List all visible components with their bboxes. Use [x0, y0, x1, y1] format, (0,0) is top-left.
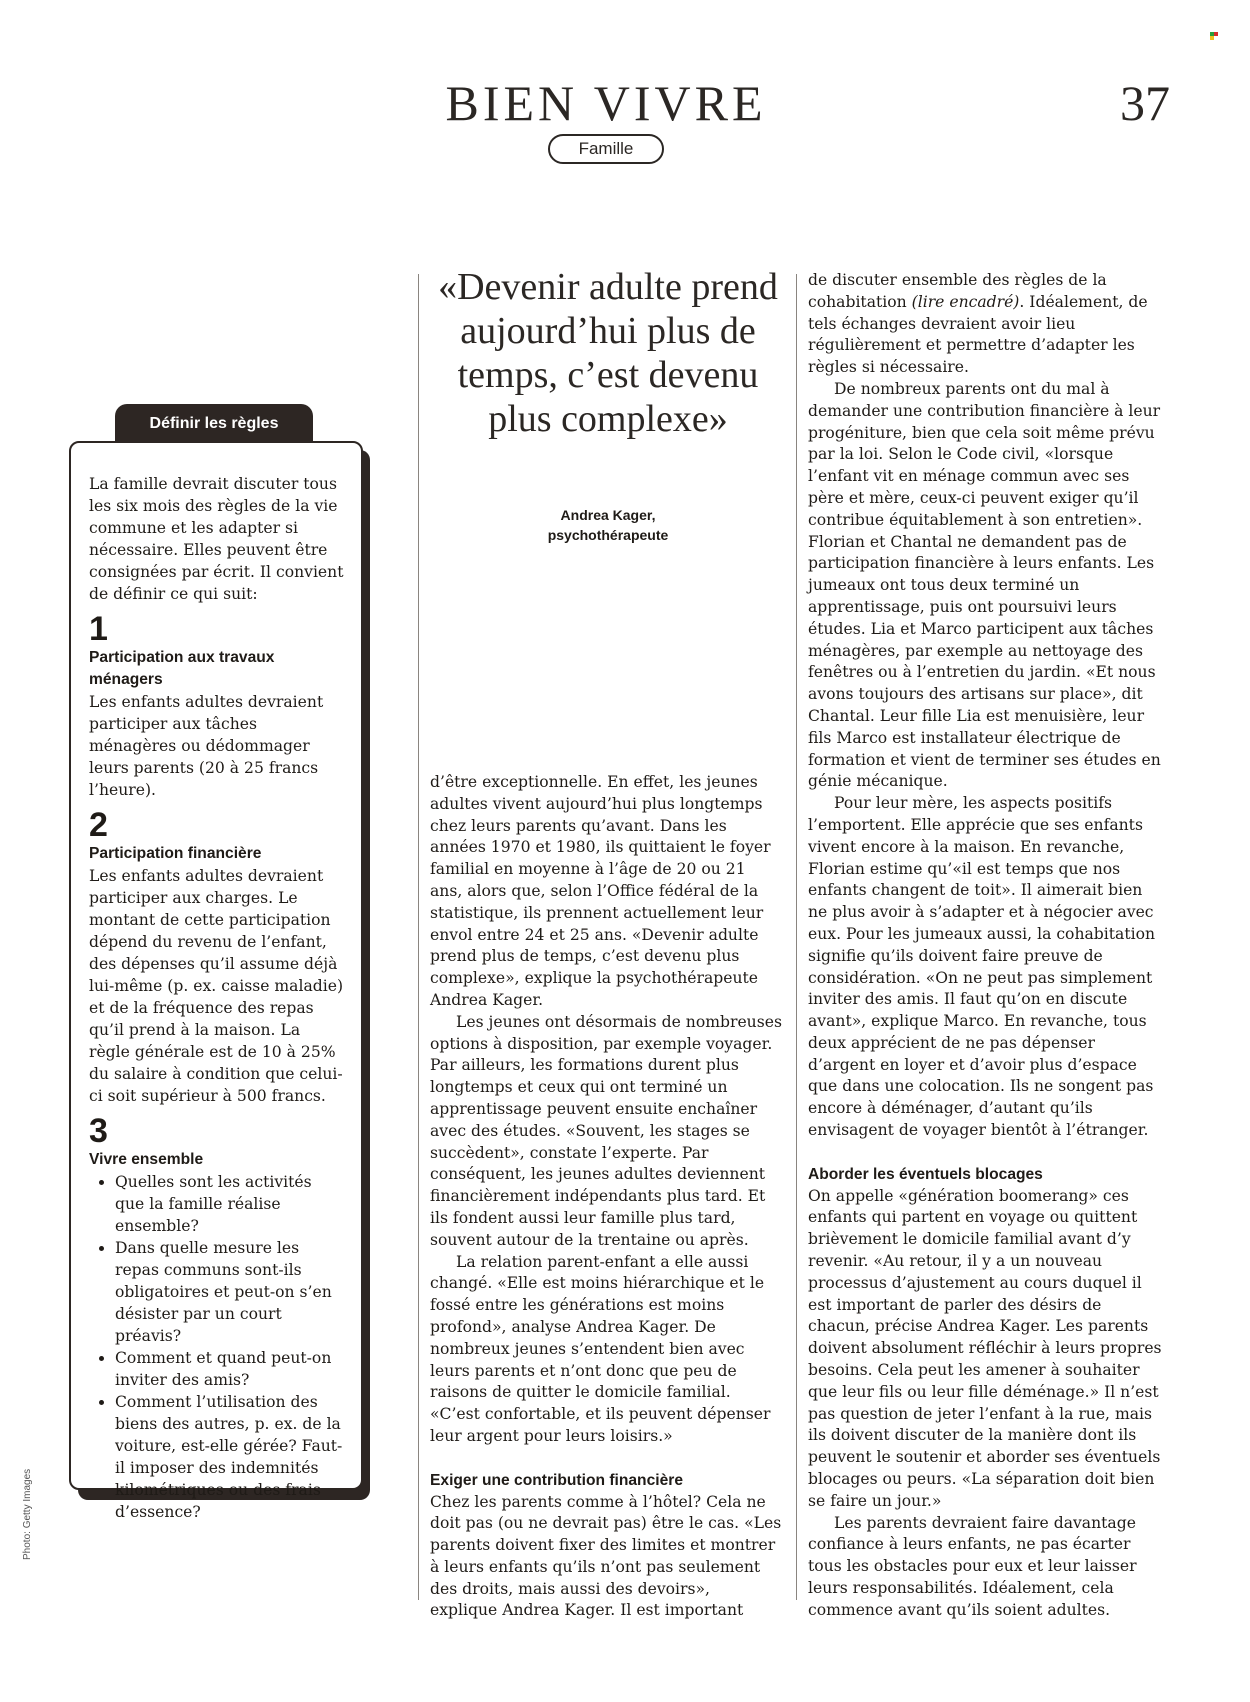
author-role: psychothérapeute: [547, 527, 669, 543]
page-number: 37: [1120, 75, 1170, 131]
body-paragraph: Chez les parents comme à l’hôtel? Cela ne doit pas (ou ne devrait pas) être le cas. «Les parents doivent fixer des limites et montrer à leurs enfants qu’ils n’ont pas seulement des droits, mais aussi des devoirs», explique Andrea Kager. Il est important: [430, 1492, 782, 1620]
body-paragraph: Les jeunes ont désormais de nombreuses options à disposition, par exemple voyager. Par ailleurs, les formations durent plus longtemps et ceux qui ont terminé un apprentissage peuvent ensuite enchaîner avec des études. «Souvent, les stages se succèdent», constate l’experte. Par conséquent, les jeunes adultes deviennent financièrement indépendants plus tard. Et ils fondent aussi leur famille plus tard, souvent autour de la trentaine ou après.: [430, 1012, 782, 1249]
rule-number: 1: [89, 610, 108, 648]
list-item: • Dans quelle mesure les repas communs sont-ils obligatoires et peut-on s’en désister par un court préavis?: [115, 1237, 345, 1347]
subheading: Exiger une contribution financière: [430, 1471, 684, 1489]
article-column-right: [808, 270, 1164, 1622]
body-paragraph: On appelle «génération boomerang» ces enfants qui partent en voyage ou quittent brièvement le domicile familial avant d’y revenir. «Au retour, il y a un nouveau processus d’ajustement au cours duquel il est important de parler des désirs de chacun, précise Andrea Kager. Les parents doivent absolument réfléchir à leurs propres besoins. Cela peut les amener à souhaiter que leur fils ou leur fille déménage.» Il n’est pas question de jeter l’enfant à la rue, mais ils doivent discuter de la manière dont ils peuvent le soutenir et aborder ses éventuels blocages ou peurs. «La séparation doit bien se faire un jour.»: [808, 1186, 1162, 1510]
subsection-badge: Famille: [548, 134, 664, 164]
rule-number: 3: [89, 1112, 108, 1150]
sidebar-intro: La famille devrait discuter tous les six mois des règles de la vie commune et les adapter si nécessaire. Elles peuvent être consignées par écrit. Il convient de définir ce qui suit:: [89, 475, 344, 603]
section-title: BIEN VIVRE: [445, 75, 767, 131]
photo-credit: Photo: Getty Images: [22, 1468, 33, 1560]
rule-text: Les enfants adultes devraient participer aux charges. Le montant de cette participation dépend du revenu de l’enfant, des dépenses qu’il assume déjà lui-même (p. ex. caisse maladie) et de la fréquence des repas qu’il prend à la maison. La règle générale est de 10 à 25% du salaire à condition que celui-ci soit supérieur à 500 francs.: [89, 867, 344, 1105]
sidebar-box: [69, 441, 363, 1521]
body-paragraph: de discuter ensemble des règles de la cohabitation (lire encadré). Idéalement, de tels échanges devraient avoir lieu régulièrement et permettre d’adapter les règles si nécessaire.: [808, 271, 1148, 377]
rule-text: Les enfants adultes devraient participer aux tâches ménagères ou dédommager leurs parents (20 à 25 francs l’heure).: [89, 693, 324, 799]
sidebar-tab-label: Définir les règles: [115, 404, 313, 444]
list-item: • Comment l’utilisation des biens des autres, p. ex. de la voiture, est-elle gérée? Faut-il imposer des indemnités kilométriques ou des frais d’essence?: [115, 1391, 345, 1523]
body-paragraph: Les parents devraient faire davantage confiance à leurs enfants, ne pas écarter tous les obstacles pour eux et leur laisser leurs responsabilités. Idéalement, cela commence avant qu’ils soient adultes.: [808, 1513, 1137, 1619]
rule-bullet-list: [89, 1171, 345, 1523]
column-divider: [796, 274, 797, 1600]
pull-quote-author: [432, 505, 784, 545]
subheading: Aborder les éventuels blocages: [808, 1165, 1043, 1183]
rule-title: Vivre ensemble: [89, 1151, 204, 1168]
rule-number: 2: [89, 806, 108, 844]
list-item: • Comment et quand peut-on inviter des amis?: [115, 1347, 345, 1391]
rule-title: Participation aux travaux ménagers: [89, 649, 275, 688]
body-paragraph: d’être exceptionnelle. En effet, les jeunes adultes vivent aujourd’hui plus longtemps chez leurs parents qu’avant. Dans les années 1970 et 1980, ils quittaient le foyer familial en moyenne à l’âge de 20 ou 21 ans, alors que, selon l’Office fédéral de la statistique, ils prennent actuellement leur envol entre 24 et 25 ans. «Devenir adulte prend plus de temps, c’est devenu plus complexe», explique la psychothérapeute Andrea Kager.: [430, 773, 771, 1009]
rule-title: Participation financière: [89, 845, 262, 862]
body-paragraph: De nombreux parents ont du mal à demander une contribution financière à leur progéniture, bien que cela soit même prévu par la loi. Selon le Code civil, «lorsque l’enfant vit en ménage commun avec ses père et mère, ceux-ci peuvent exiger qu’il contribue équitablement à son entretien». Florian et Chantal ne demandent pas de participation financière à leurs enfants. Les jumeaux ont tous deux terminé un apprentissage, puis ont poursuivi leurs études. Lia et Marco participent aux tâches ménagères, par exemple au nettoyage des fenêtres ou à l’entretien du jardin. «Et nous avons toujours des artisans sur place», dit Chantal. Leur fille Lia est menuisière, leur fils Marco est installateur électrique de formation et vient de terminer ses études en génie mécanique.: [808, 379, 1161, 791]
cross-reference: (lire encadré): [911, 292, 1020, 311]
article-column-middle: [430, 772, 782, 1622]
author-name: Andrea Kager,: [560, 507, 656, 523]
body-paragraph: La relation parent-enfant a elle aussi changé. «Elle est moins hiérarchique et le fossé entre les générations est moins profond», analyse Andrea Kager. De nombreux jeunes s’entendent bien avec leurs parents et n’ont donc que peu de raisons de quitter le domicile familial. «C’est confortable, et ils peuvent dépenser leur argent pour leurs loisirs.»: [430, 1252, 771, 1445]
pull-quote: «Devenir adulte prend aujourd’hui plus de temps, c’est devenu plus complexe»: [438, 266, 778, 440]
body-paragraph: Pour leur mère, les aspects positifs l’emportent. Elle apprécie que ses enfants vivent encore à la maison. En revanche, Florian estime qu’«il est temps que nos enfants changent de toit». Il aimerait bien ne plus avoir à s’adapter et à négocier avec eux. Pour les jumeaux aussi, la cohabitation signifie qu’ils doivent faire preuve de considération. «On ne peut pas simplement inviter des amis. Il faut qu’on en discute avant», explique Marco. En revanche, tous deux apprécient de ne pas dépenser d’argent en loyer et d’avoir plus d’espace que dans une colocation. Ils ne songent pas encore à déménager, d’autant qu’ils envisagent de voyager bientôt à l’étranger.: [808, 794, 1156, 1140]
list-item: • Quelles sont les activités que la famille réalise ensemble?: [115, 1171, 345, 1237]
column-divider: [418, 274, 419, 1600]
color-registration-mark: [1210, 32, 1220, 42]
